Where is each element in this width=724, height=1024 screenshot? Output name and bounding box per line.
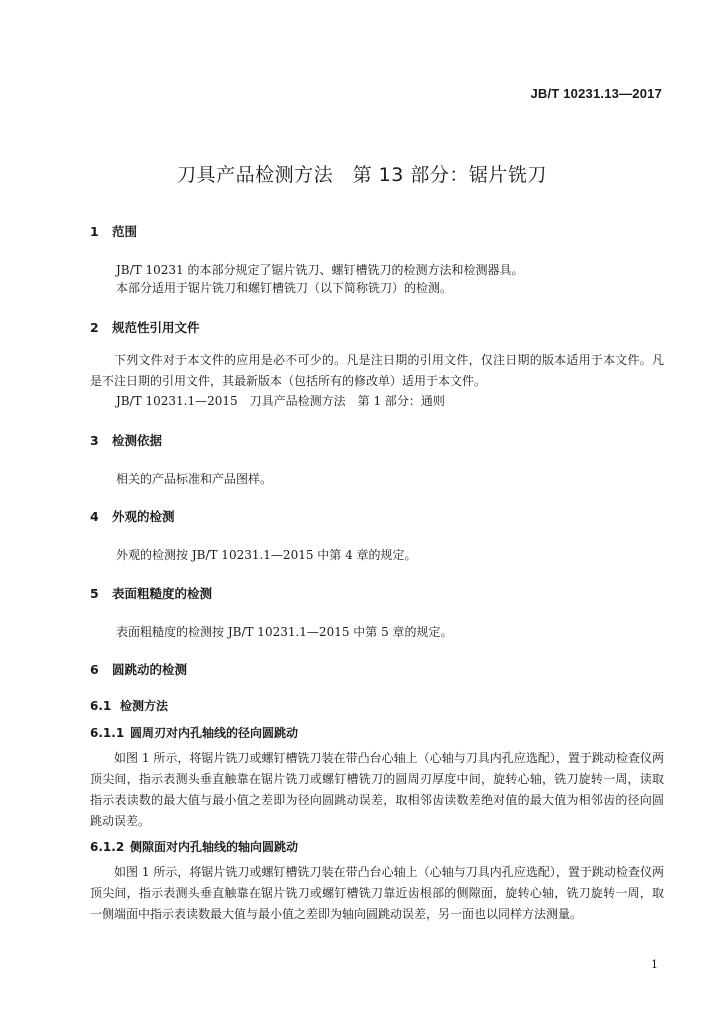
section-number: 4: [90, 509, 99, 524]
section-title: 圆跳动的检测: [112, 662, 188, 677]
section-number: 2: [90, 320, 99, 335]
axial-runout-paragraph: 如图 1 所示，将锯片铣刀或螺钉槽铣刀装在带凸台心轴上（心轴与刀具内孔应选配），置于跳动检查仪两顶尖间，指示表测头垂直触靠在锯片铣刀或螺钉槽铣刀靠近齿根部的侧隙面，旋转心轴，铣刀旋转一周，取一侧端面中指示表读数最大值与最小值之差即为轴向圆跳动误差，另一面也以同样方法测量。: [90, 865, 664, 921]
inspection-basis-text: 相关的产品标准和产品图样。: [116, 472, 273, 486]
section-number: 5: [90, 586, 99, 601]
scope-line-1: JB/T 10231 的本部分规定了锯片铣刀、螺钉槽铣刀的检测方法和检测器具。: [116, 263, 524, 277]
scope-line-2: 本部分适用于锯片铣刀和螺钉槽铣刀（以下简称铣刀）的检测。: [116, 281, 453, 295]
radial-runout-paragraph: 如图 1 所示，将锯片铣刀或螺钉槽铣刀装在带凸台心轴上（心轴与刀具内孔应选配），置于跳动检查仪两顶尖间，指示表测头垂直触靠在锯片铣刀或螺钉槽铣刀的圆周刃厚度中间，旋转心轴，铣刀旋转一周，读取指示表读数的最大值与最小值之差即为径向圆跳动误差，取相邻齿读数差绝对值的最大值为相邻齿的径向圆跳动误差。: [90, 751, 664, 828]
section-title: 外观的检测: [112, 509, 175, 524]
normative-reference-item: JB/T 10231.1—2015 刀具产品检测方法 第 1 部分：通则: [116, 394, 445, 408]
subsection-title: 圆周刃对内孔轴线的径向圆跳动: [130, 726, 299, 740]
section-title: 检测依据: [112, 433, 163, 448]
page-number: 1: [651, 958, 658, 971]
document-title: 刀具产品检测方法 第 13 部分：锯片铣刀: [177, 164, 547, 186]
subsection-title: 检测方法: [120, 699, 169, 713]
section-4-heading: [90, 507, 175, 525]
subsection-6-1-heading: [90, 697, 168, 714]
section-number: 1: [90, 224, 99, 239]
section-6-heading: [90, 660, 187, 678]
section-title: 表面粗糙度的检测: [112, 586, 213, 601]
subsection-number: 6.1: [90, 699, 112, 713]
subsection-number: 6.1.2: [90, 840, 125, 854]
section-title: 范围: [112, 224, 138, 239]
section-5-heading: [90, 584, 212, 602]
section-number: 6: [90, 662, 99, 677]
section-1-heading: [90, 222, 137, 240]
section-number: 3: [90, 433, 99, 448]
appearance-inspection-text: 外观的检测按 JB/T 10231.1—2015 中第 4 章的规定。: [116, 548, 417, 562]
subsection-title: 侧隙面对内孔轴线的轴向圆跳动: [130, 840, 299, 854]
section-2-heading: [90, 318, 200, 336]
subsection-number: 6.1.1: [90, 726, 125, 740]
subsection-6-1-2-heading: [90, 838, 298, 855]
subsection-6-1-1-heading: [90, 724, 298, 741]
section-title: 规范性引用文件: [112, 320, 200, 335]
section-3-heading: [90, 431, 162, 449]
standard-code: JB/T 10231.13—2017: [530, 86, 662, 101]
surface-roughness-text: 表面粗糙度的检测按 JB/T 10231.1—2015 中第 5 章的规定。: [116, 625, 453, 639]
normative-references-paragraph: 下列文件对于本文件的应用是必不可少的。凡是注日期的引用文件，仅注日期的版本适用于本文件。凡是不注日期的引用文件，其最新版本（包括所有的修改单）适用于本文件。: [90, 353, 664, 388]
